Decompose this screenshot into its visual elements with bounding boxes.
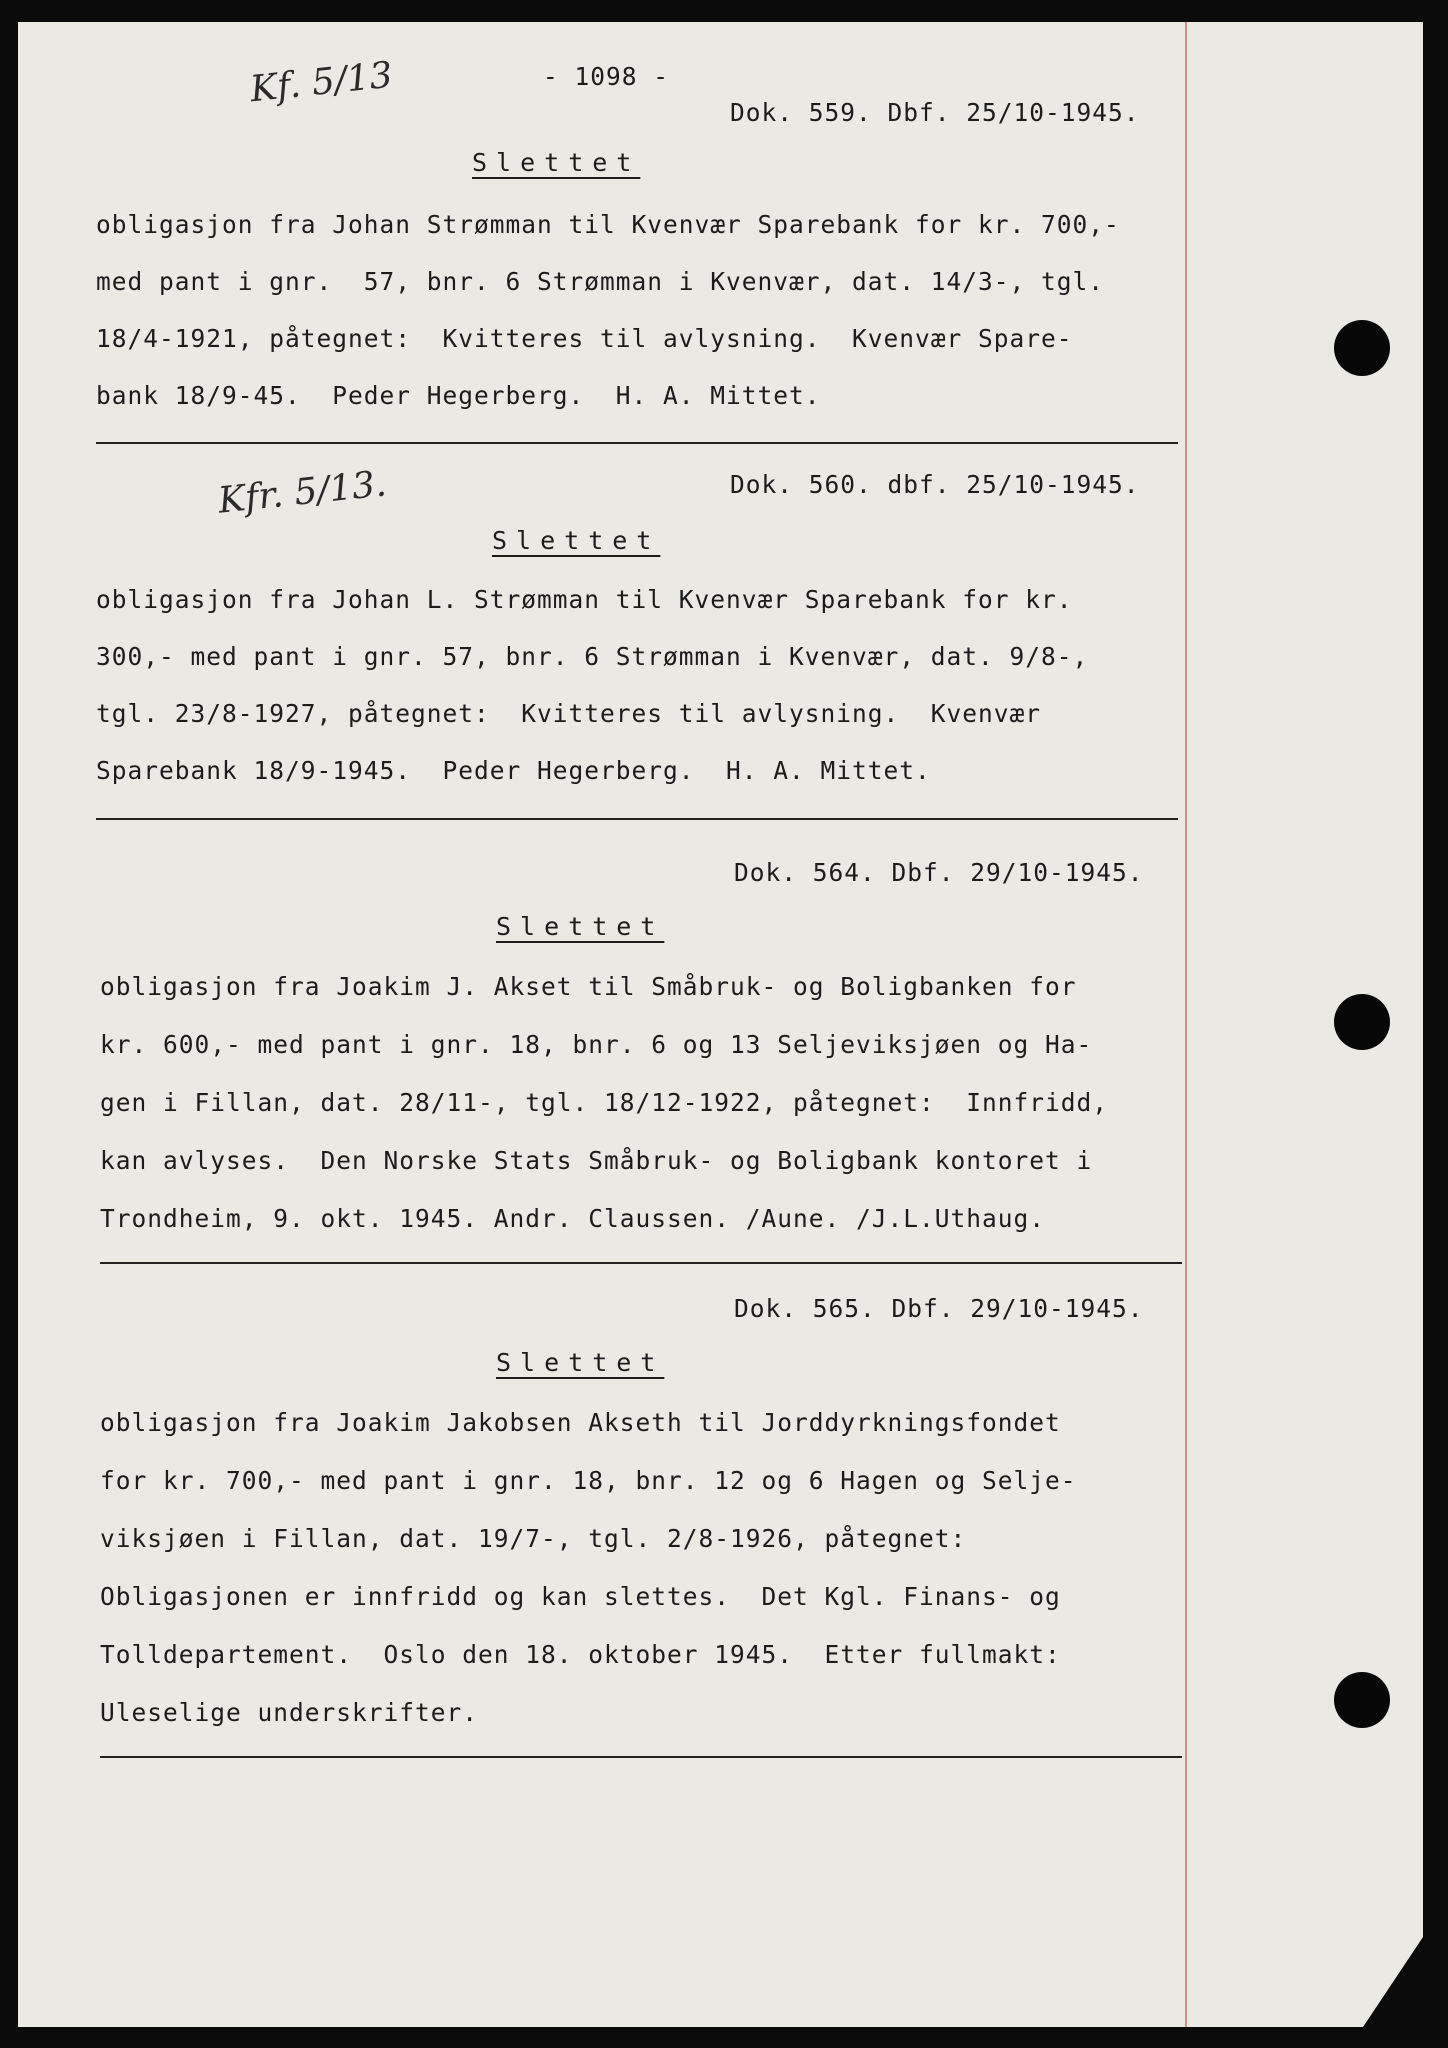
punch-hole-3 — [1334, 1672, 1390, 1728]
page-number: - 1098 - — [543, 62, 670, 91]
entry-line: viksjøen i Fillan, dat. 19/7-, tgl. 2/8-1926, påtegnet: — [100, 1524, 967, 1553]
entry-line: 18/4-1921, påtegnet: Kvitteres til avlysning. Kvenvær Spare- — [96, 324, 1073, 353]
entry-line: for kr. 700,- med pant i gnr. 18, bnr. 12 og 6 Hagen og Selje- — [100, 1466, 1077, 1495]
handwritten-annotation: Kf. 5/13 — [248, 54, 395, 111]
document-reference: Dok. 565. Dbf. 29/10-1945. — [734, 1294, 1144, 1323]
entry-line: Sparebank 18/9-1945. Peder Hegerberg. H. A. Mittet. — [96, 756, 931, 785]
entry-line: obligasjon fra Johan Strømman til Kvenvær Sparebank for kr. 700,- — [96, 210, 1120, 239]
document-page — [18, 22, 1423, 2027]
folded-corner — [1363, 1937, 1423, 2027]
entry-line: Uleselige underskrifter. — [100, 1698, 479, 1727]
separator-rule — [96, 442, 1178, 444]
document-reference: Dok. 560. dbf. 25/10-1945. — [730, 470, 1140, 499]
entry-line: Trondheim, 9. okt. 1945. Andr. Claussen. /Aune. /J.L.Uthaug. — [100, 1204, 1046, 1233]
punch-hole-2 — [1334, 994, 1390, 1050]
entry-heading: Slettet — [496, 912, 665, 941]
entry-line: obligasjon fra Joakim Jakobsen Akseth til Jorddyrkningsfondet — [100, 1408, 1061, 1437]
margin-rule — [1185, 22, 1187, 2027]
entry-line: obligasjon fra Joakim J. Akset til Småbruk- og Boligbanken for — [100, 972, 1077, 1001]
entry-line: obligasjon fra Johan L. Strømman til Kvenvær Sparebank for kr. — [96, 585, 1073, 614]
handwritten-annotation: Kfr. 5/13. — [216, 463, 389, 522]
separator-rule — [100, 1756, 1182, 1758]
entry-heading: Slettet — [492, 526, 661, 555]
entry-line: med pant i gnr. 57, bnr. 6 Strømman i Kvenvær, dat. 14/3-, tgl. — [96, 267, 1105, 296]
entry-line: tgl. 23/8-1927, påtegnet: Kvitteres til avlysning. Kvenvær — [96, 699, 1042, 728]
separator-rule — [96, 818, 1178, 820]
document-reference: Dok. 564. Dbf. 29/10-1945. — [734, 858, 1144, 887]
entry-heading: Slettet — [496, 1348, 665, 1377]
entry-line: Obligasjonen er innfridd og kan slettes. Det Kgl. Finans- og — [100, 1582, 1061, 1611]
entry-line: kan avlyses. Den Norske Stats Småbruk- og Boligbank kontoret i — [100, 1146, 1093, 1175]
separator-rule — [100, 1262, 1182, 1264]
document-reference: Dok. 559. Dbf. 25/10-1945. — [730, 98, 1140, 127]
punch-hole-1 — [1334, 320, 1390, 376]
entry-line: kr. 600,- med pant i gnr. 18, bnr. 6 og 13 Seljeviksjøen og Ha- — [100, 1030, 1093, 1059]
entry-line: gen i Fillan, dat. 28/11-, tgl. 18/12-1922, påtegnet: Innfridd, — [100, 1088, 1109, 1117]
entry-line: bank 18/9-45. Peder Hegerberg. H. A. Mittet. — [96, 381, 821, 410]
entry-line: Tolldepartement. Oslo den 18. oktober 1945. Etter fullmakt: — [100, 1640, 1061, 1669]
entry-heading: Slettet — [472, 148, 641, 177]
entry-line: 300,- med pant i gnr. 57, bnr. 6 Strømman i Kvenvær, dat. 9/8-, — [96, 642, 1089, 671]
